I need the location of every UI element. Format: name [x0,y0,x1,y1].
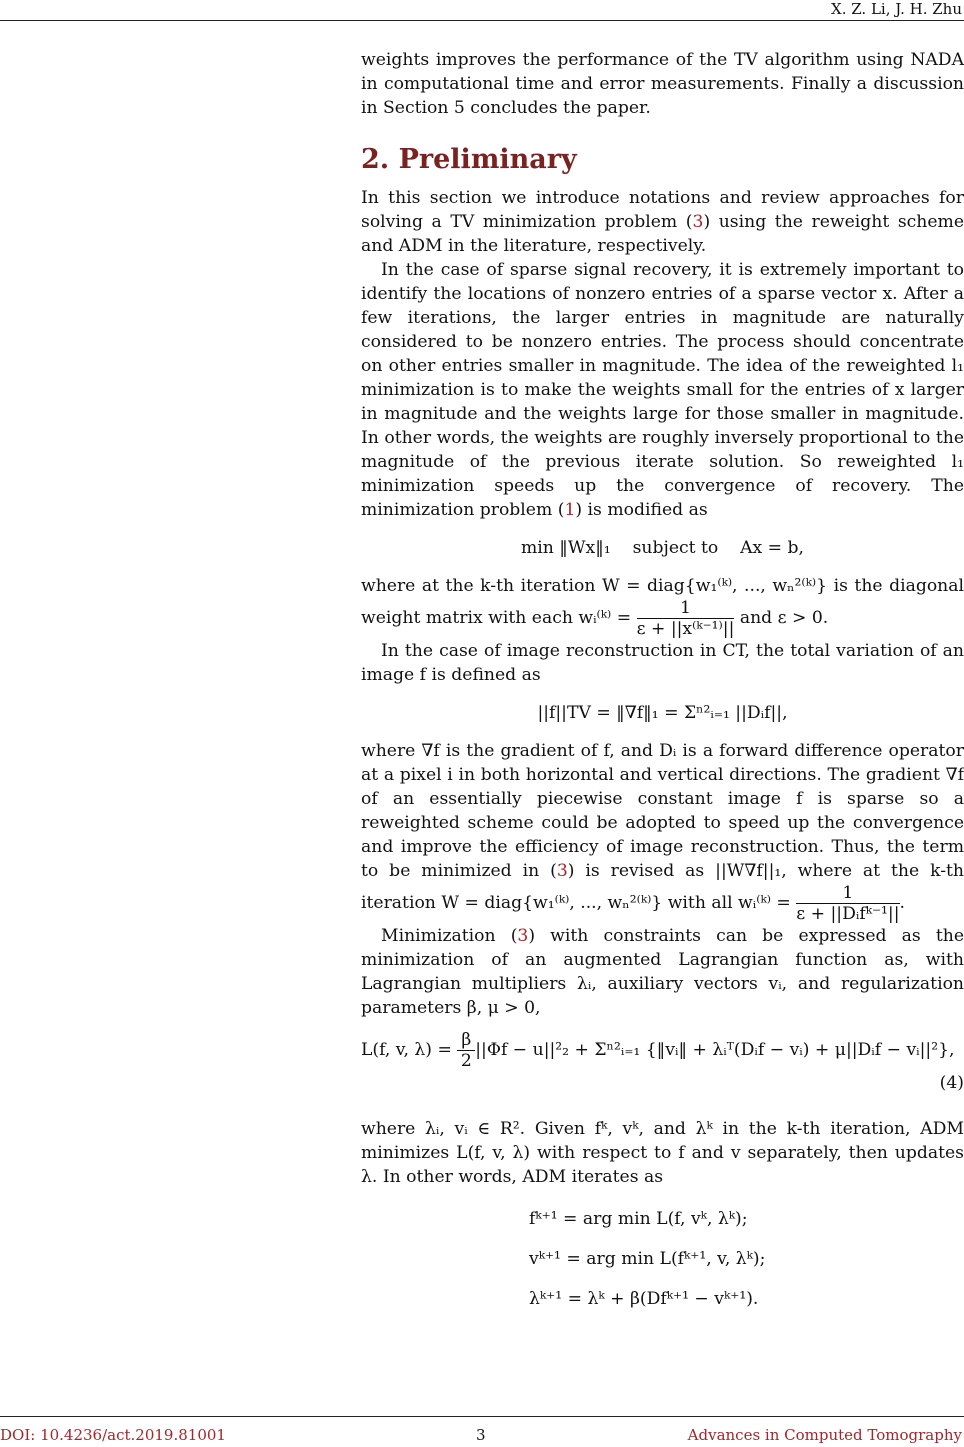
weight-fraction [637,598,735,639]
fraction-denominator: 2 [460,1051,472,1071]
p2-text-b: ) is modified as [575,500,708,520]
paragraph-6 [361,924,964,1020]
adm-iteration-equations [529,1199,964,1319]
page-number: 3 [476,1426,486,1444]
p3-text-a: where at the k-th iteration W = diag{w₁⁽ᵏ⁾, ..., wₙ²⁽ᵏ⁾} is the diagonal weight matrix with each wᵢ⁽ᵏ⁾ = [361,576,964,628]
adm-step-f: fᵏ⁺¹ = arg min L(f, vᵏ, λᵏ); [529,1209,748,1229]
adm-step-v: vᵏ⁺¹ = arg min L(fᵏ⁺¹, v, λᵏ); [529,1249,766,1269]
p6-text-b: ) with constraints can be expressed as the minimization of an augmented Lagrangian function as, with Lagrangian multipliers λᵢ, auxiliary vectors vᵢ, and regularization parameters β, μ > 0, [361,926,964,1018]
p2-text-a: In the case of sparse signal recovery, it is extremely important to identify the locations of nonzero entries of a sparse vector x. After a few iterations, the larger entries in magnitude are naturally considered to be nonzero entries. The process should concentrate on other entries smaller in magnitude. The idea of the reweighted l₁ minimization is to make the weights small for the entries of x larger in magnitude and the weights large for those smaller in magnitude. In other words, the weights are roughly inversely proportional to the magnitude of the previous iterate solution. So reweighted l₁ minimization speeds up the convergence of recovery. The minimization problem ( [361,260,964,520]
intro-tail-paragraph: weights improves the performance of the TV algorithm using NADA in computational time and error measurements. Finally a discussion in Section 5 concludes the paper. [361,50,964,118]
page-header [0,0,964,21]
main-column [361,48,964,1319]
weight-fraction [796,883,899,924]
paragraph-3 [361,574,964,639]
fraction-numerator: 1 [637,598,735,619]
paragraph-5 [361,739,964,924]
ref-link-eq3[interactable]: 3 [517,926,529,946]
p1-text-b: ) using the reweight scheme and ADM in the literature, respectively. [361,212,964,256]
ref-link-eq3[interactable]: 3 [556,861,568,881]
beta-fraction [457,1030,475,1071]
page-footer [0,1416,964,1446]
p1-text-a: In this section we introduce notations and review approaches for solving a TV minimization problem ( [361,188,964,232]
eq1-lhs: min ‖Wx‖₁ [520,538,611,558]
ref-link-eq3[interactable]: 3 [692,212,704,232]
eq1-mid: subject to [632,538,719,558]
eq4-lhs: L(f, v, λ) = [361,1040,452,1060]
paragraph-7: where λᵢ, vᵢ ∈ R². Given fᵏ, vᵏ, and λᵏ in the k-th iteration, ADM minimizes L(f, v, λ) with respect to f and v separately, then updates λ. In other words, ADM iterates as [361,1119,964,1187]
p3-text-b: and ε > 0. [739,608,829,628]
fraction-numerator: β [457,1030,475,1051]
equation-number: (4) [939,1073,964,1093]
footer-journal-link[interactable]: Advances in Computed Tomography [687,1426,962,1444]
p5-text-b: ) is revised as ||W∇f||₁, where at the k-th iteration W = diag{w₁⁽ᵏ⁾, ..., wₙ²⁽ᵏ⁾} with all wᵢ⁽ᵏ⁾ = [361,861,964,913]
paragraph-2 [361,258,964,522]
p5-text-a: where ∇f is the gradient of f, and Dᵢ is a forward difference operator at a pixel i in both horizontal and vertical directions. The gradient ∇f of an essentially piecewise constant image f is sparse so a reweighted scheme could be adopted to speed up the convergence and improve the efficiency of image reconstruction. Thus, the term to be minimized in ( [361,741,964,881]
p5-text-c: . [899,893,905,913]
adm-step-lambda: λᵏ⁺¹ = λᵏ + β(Dfᵏ⁺¹ − vᵏ⁺¹). [529,1289,759,1309]
p6-text-a: Minimization ( [381,926,518,946]
section-heading [361,144,964,176]
fraction-denominator: ε + ||x⁽ᵏ⁻¹⁾|| [636,619,735,639]
eq4-rest: ||Φf − u||²₂ + Σⁿ²ᵢ₌₁ {‖vᵢ‖ + λᵢᵀ(Dᵢf − vᵢ) + μ||Dᵢf − vᵢ||²}, [475,1040,955,1060]
ref-link-eq1[interactable]: 1 [564,500,576,520]
footer-doi-link[interactable]: DOI: 10.4236/act.2019.81001 [0,1426,226,1444]
paragraph-1 [361,186,964,258]
header-authors: X. Z. Li, J. H. Zhu [831,0,962,18]
fraction-denominator: ε + ||Dᵢfᵏ⁻¹|| [796,904,900,924]
equation-reweighted-l1 [361,536,964,560]
fraction-numerator: 1 [796,883,899,904]
paragraph-4: In the case of image reconstruction in CT, the total variation of an image f is defined as [361,641,964,685]
equation-lagrangian [361,1030,964,1095]
section-number: 2. [361,144,390,175]
equation-tv-norm: ||f||TV = ‖∇f‖₁ = Σⁿ²ᵢ₌₁ ||Dᵢf||, [537,703,788,723]
eq1-rhs: Ax = b, [740,538,805,558]
section-title: Preliminary [398,144,577,175]
